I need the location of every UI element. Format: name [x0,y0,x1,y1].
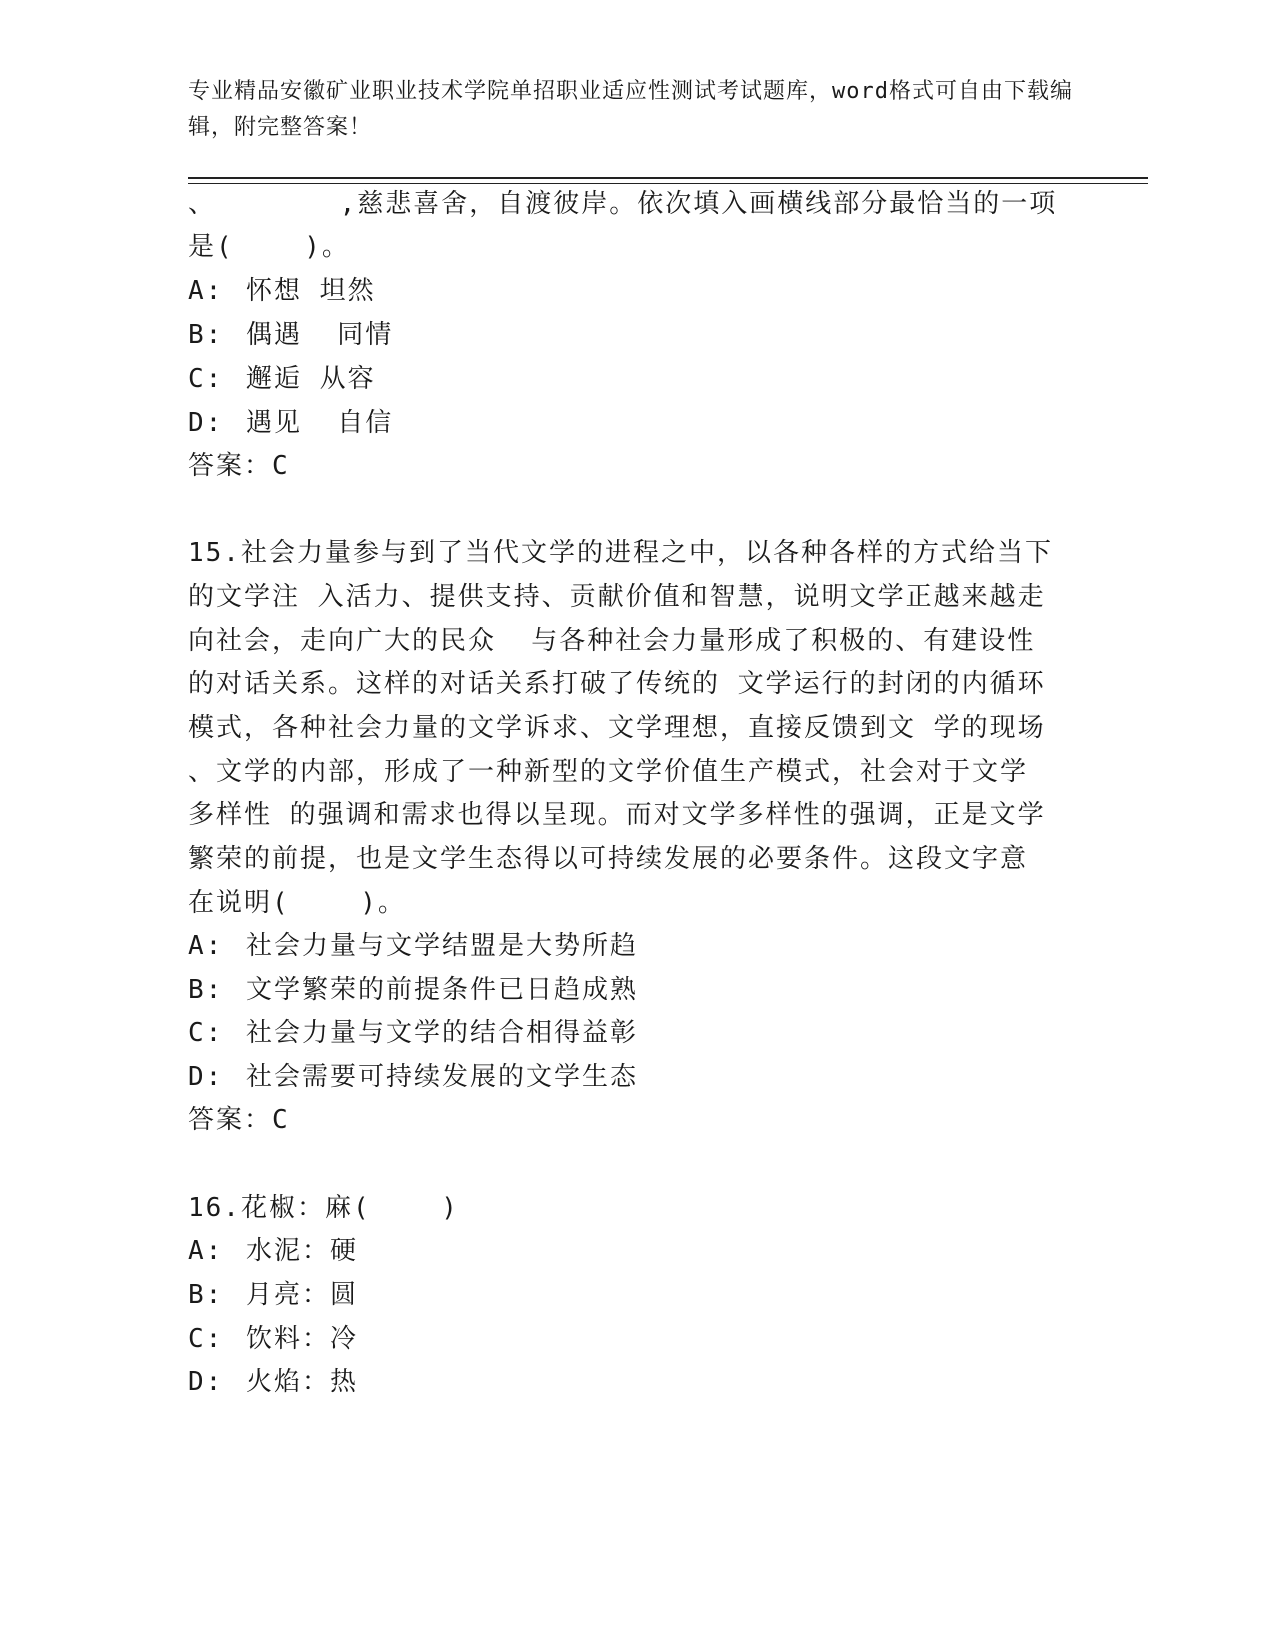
option-text: 社会力量与文学结盟是大势所趋 [246,931,639,961]
option-text: 邂逅 从容 [246,364,376,394]
q16-option-a [188,1233,358,1269]
option-letter: D: [188,1367,224,1397]
q15-option-d [188,1059,638,1095]
option-letter: B: [188,320,224,350]
q15-stem-line: 模式，各种社会力量的文学诉求、文学理想，直接反馈到文 学的现场 [188,713,1046,743]
option-letter: A: [188,276,224,306]
option-text: 水泥：硬 [246,1236,359,1266]
q16-option-d [188,1364,358,1400]
q15-stem-line: 在说明( )。 [188,888,406,918]
option-letter: B: [188,975,224,1005]
q15-answer: 答案：C [188,1105,290,1135]
q16-stem-line: 16.花椒：麻( ) [188,1193,459,1223]
q15-stem-line: 的文学注 入活力、提供支持、贡献价值和智慧，说明文学正越来越走 [188,582,1046,612]
q15-option-b [188,972,638,1008]
q14-answer: 答案：C [188,451,290,481]
option-text: 社会力量与文学的结合相得益彰 [246,1018,639,1048]
q15-stem-line: 多样性 的强调和需求也得以呈现。而对文学多样性的强调，正是文学 [188,800,1046,830]
option-text: 遇见 自信 [246,408,394,438]
page-header: 专业精品安徽矿业职业技术学院单招职业适应性测试考试题库，word格式可自由下载编辑，附完整答案！ [188,79,1073,140]
q14-option-b [188,317,393,353]
option-letter: C: [188,364,224,394]
option-text: 怀想 坦然 [246,276,376,306]
q15-option-a [188,928,638,964]
q15-stem-line: 繁荣的前提，也是文学生态得以可持续发展的必要条件。这段文字意 [188,844,1029,874]
option-letter: C: [188,1324,224,1354]
q16-option-b [188,1277,358,1313]
q16-option-c [188,1321,358,1357]
option-letter: A: [188,1236,224,1266]
option-text: 偶遇 同情 [246,320,394,350]
q14-option-c [188,361,376,397]
header-divider [188,177,1148,179]
option-text: 文学繁荣的前提条件已日趋成熟 [246,975,639,1005]
q14-option-d [188,405,393,441]
option-text: 火焰：热 [246,1367,359,1397]
q15-stem-line: 15.社会力量参与到了当代文学的进程之中，以各种各样的方式给当下 [188,538,1053,568]
q15-stem-line: 向社会，走向广大的民众 与各种社会力量形成了积极的、有建设性 [188,626,1036,656]
option-text: 饮料：冷 [246,1324,359,1354]
option-text: 月亮：圆 [246,1280,359,1310]
q14-stem-line: 、 ,慈悲喜舍，自渡彼岸。依次填入画横线部分最恰当的一项 [188,189,1058,219]
q15-stem-line: 的对话关系。这样的对话关系打破了传统的 文学运行的封闭的内循环 [188,669,1046,699]
q14-option-a [188,273,376,309]
q15-stem-line: 、文学的内部，形成了一种新型的文学价值生产模式，社会对于文学 [188,757,1029,787]
q14-stem-line: 是( )。 [188,232,350,262]
option-letter: B: [188,1280,224,1310]
option-letter: C: [188,1018,224,1048]
option-text: 社会需要可持续发展的文学生态 [246,1062,639,1092]
q15-option-c [188,1015,638,1051]
option-letter: D: [188,408,224,438]
option-letter: A: [188,931,224,961]
header-divider-thin [188,183,1148,184]
option-letter: D: [188,1062,224,1092]
